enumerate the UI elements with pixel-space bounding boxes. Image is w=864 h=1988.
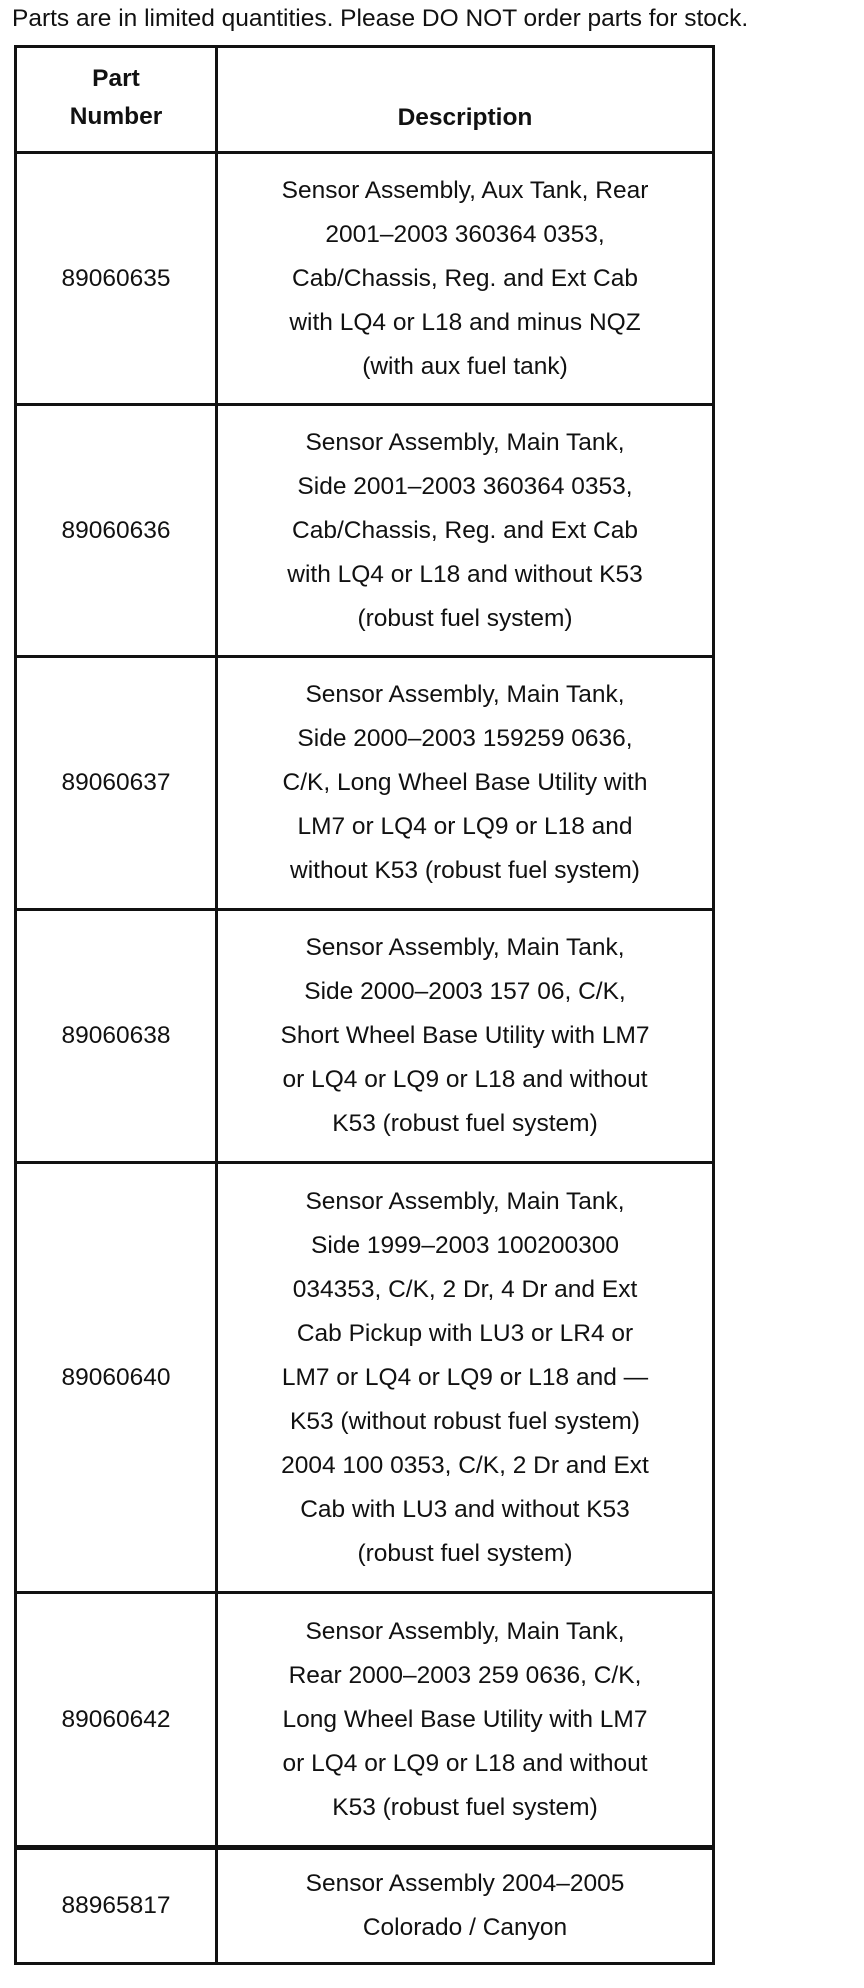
table-header-row [16,47,714,153]
description-cell: Sensor Assembly, Main Tank, Rear 2000–2003 259 0636, C/K, Long Wheel Base Utility with LM7 or LQ4 or LQ9 or L18 and without K53 (robust fuel system) [217,1593,714,1848]
part-number-cell: 88965817 [16,1848,217,1964]
stock-notice: Parts are in limited quantities. Please DO NOT order parts for stock. [12,5,749,32]
header-description: Description [217,47,714,153]
part-number-cell: 89060638 [16,910,217,1163]
description-cell: Sensor Assembly 2004–2005 Colorado / Canyon [217,1848,714,1964]
header-part-number: Part Number [16,47,217,153]
table-row [16,1163,714,1593]
part-number-cell: 89060637 [16,657,217,910]
table-row [16,405,714,657]
table-row [16,1848,714,1964]
description-cell: Sensor Assembly, Aux Tank, Rear 2001–2003 360364 0353, Cab/Chassis, Reg. and Ext Cab with LQ4 or L18 and minus NQZ (with aux fuel tank) [217,153,714,405]
part-number-cell: 89060640 [16,1163,217,1593]
table-row [16,153,714,405]
description-cell: Sensor Assembly, Main Tank, Side 2000–2003 159259 0636, C/K, Long Wheel Base Utility with LM7 or LQ4 or LQ9 or L18 and without K53 (robust fuel system) [217,657,714,910]
description-cell: Sensor Assembly, Main Tank, Side 2000–2003 157 06, C/K, Short Wheel Base Utility with LM7 or LQ4 or LQ9 or L18 and without K53 (robust fuel system) [217,910,714,1163]
part-number-cell: 89060642 [16,1593,217,1848]
description-cell: Sensor Assembly, Main Tank, Side 2001–2003 360364 0353, Cab/Chassis, Reg. and Ext Cab with LQ4 or L18 and without K53 (robust fuel system) [217,405,714,657]
parts-table [14,45,715,1965]
part-number-cell: 89060636 [16,405,217,657]
part-number-cell: 89060635 [16,153,217,405]
description-cell: Sensor Assembly, Main Tank, Side 1999–2003 100200300 034353, C/K, 2 Dr, 4 Dr and Ext Cab Pickup with LU3 or LR4 or LM7 or LQ4 or LQ9 or L18 and — K53 (without robust fuel system) 2004 100 0353, C/K, 2 Dr and Ext Cab with LU3 and without K53 (robust fuel system) [217,1163,714,1593]
table-row [16,657,714,910]
table-row [16,1593,714,1848]
table-row [16,910,714,1163]
